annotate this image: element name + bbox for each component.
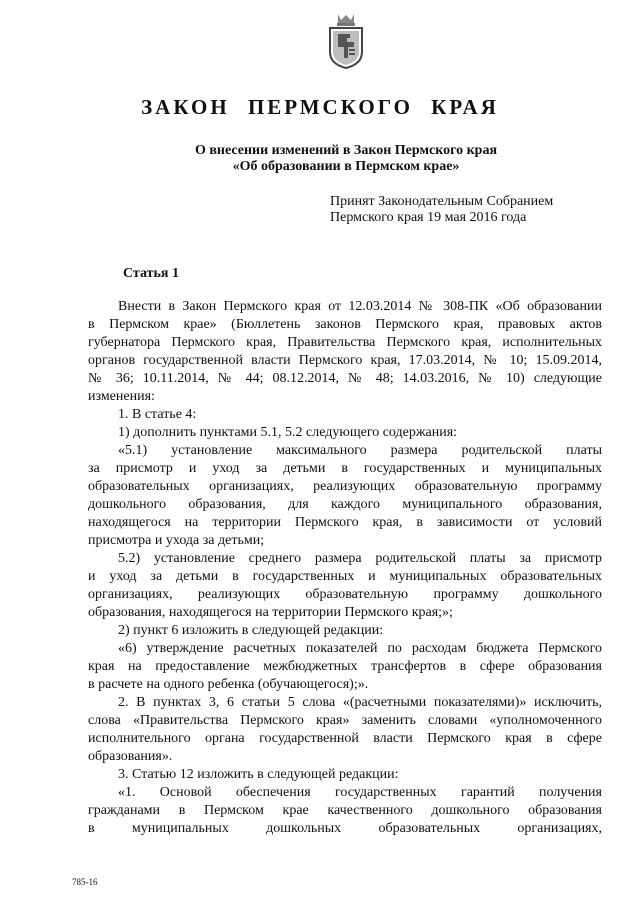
article-body: [88, 298, 602, 838]
body-line: в Пермском крае» (Бюллетень законов Пермского края, правовых актов: [88, 317, 602, 332]
body-line: «5.1) установление максимального размера родительской платы: [118, 443, 602, 458]
document-code: 785-16: [72, 877, 98, 887]
body-line: «1. Основой обеспечения государственных гарантий получения: [118, 785, 602, 800]
body-line: 3. Статью 12 изложить в следующей редакции:: [118, 767, 399, 782]
subtitle-line-1: О внесении изменений в Закон Пермского края: [194, 143, 498, 158]
law-subtitle: [0, 143, 640, 175]
body-line: Внести в Закон Пермского края от 12.03.2014 № 308-ПК «Об образовании: [118, 299, 602, 314]
body-line: присмотра и ухода за детьми;: [88, 533, 265, 548]
adoption-line-2: Пермского края 19 мая 2016 года: [330, 210, 527, 225]
body-line: органов государственной власти Пермского края, 17.03.2014, № 10; 15.09.2014,: [88, 353, 602, 368]
perm-krai-emblem-icon: [326, 12, 366, 70]
subtitle-line-2: «Об образовании в Пермском крае»: [232, 159, 460, 174]
body-line: образования».: [88, 749, 173, 764]
body-line: образования, находящегося на территории Пермского края;»;: [88, 605, 453, 620]
body-line: дошкольного образования, для каждого муниципального образования,: [88, 497, 602, 512]
body-line: 2. В пунктах 3, 6 статьи 5 слова «(расчетными показателями)» исключить,: [118, 695, 602, 710]
body-line: гражданами в Пермском крае качественного дошкольного образования: [88, 803, 602, 818]
adoption-line-1: Принят Законодательным Собранием: [330, 194, 554, 209]
body-line: за присмотр и уход за детьми в государственных и муниципальных: [88, 461, 602, 476]
body-line: в расчете на одного ребенка (обучающегося);».: [88, 677, 369, 692]
body-line: 1) дополнить пунктами 5.1, 5.2 следующего содержания:: [118, 425, 458, 440]
body-line: организациях, реализующих образовательную программу дошкольного: [88, 587, 602, 602]
body-line: образовательных организациях, реализующих образовательную программу: [88, 479, 602, 494]
body-line: края на предоставление межбюджетных трансфертов в сфере образования: [88, 659, 602, 674]
body-line: в муниципальных дошкольных образовательных организациях,: [88, 821, 602, 836]
body-line: и уход за детьми в государственных и муниципальных образовательных: [88, 569, 602, 584]
body-line: слова «Правительства Пермского края» заменить словами «уполномоченного: [88, 713, 602, 728]
body-line: 2) пункт 6 изложить в следующей редакции:: [118, 623, 384, 638]
body-line: «6) утверждение расчетных показателей по расходам бюджета Пермского: [118, 641, 602, 656]
law-title: ЗАКОН ПЕРМСКОГО КРАЯ: [141, 95, 499, 119]
adoption-note: [330, 194, 630, 226]
article-heading: Статья 1: [123, 266, 179, 281]
body-line: № 36; 10.11.2014, № 44; 08.12.2014, № 48; 14.03.2016, № 10) следующие: [88, 371, 602, 386]
body-line: исполнительного органа государственной власти Пермского края в сфере: [88, 731, 602, 746]
body-line: 1. В статье 4:: [118, 407, 197, 422]
body-line: 5.2) установление среднего размера родительской платы за присмотр: [118, 551, 602, 566]
body-line: губернатора Пермского края, Правительства Пермского края, исполнительных: [88, 335, 602, 350]
body-line: изменения:: [88, 389, 155, 404]
body-line: находящегося на территории Пермского края, в зависимости от условий: [88, 515, 602, 530]
